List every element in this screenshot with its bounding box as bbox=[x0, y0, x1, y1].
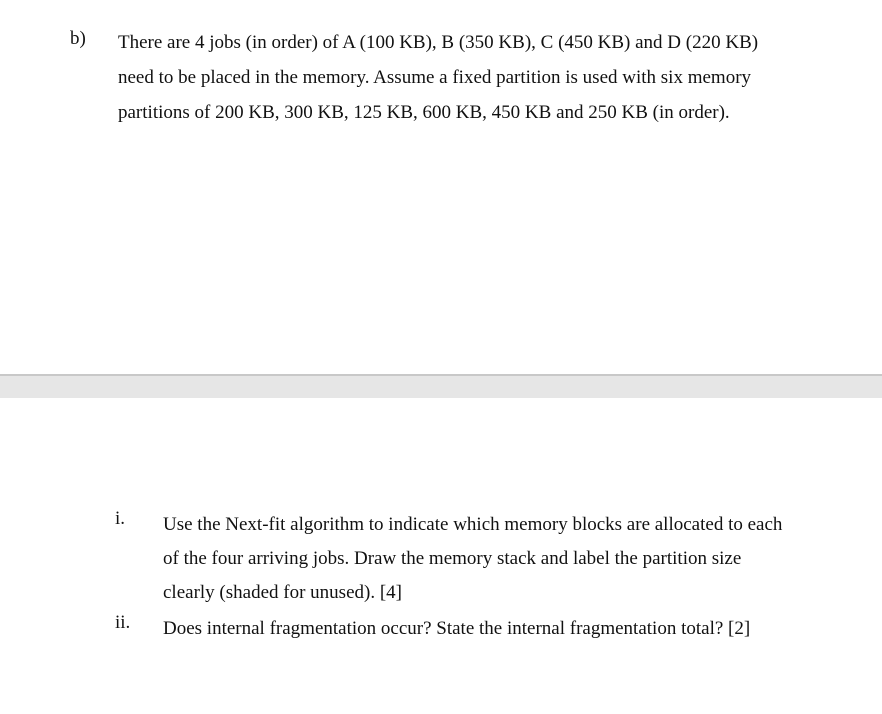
page-separator bbox=[0, 374, 882, 398]
question-line-2: need to be placed in the memory. Assume a fixed partition is used with six memory bbox=[118, 67, 752, 88]
subquestion-text bbox=[163, 612, 750, 646]
subquestion-line: of the four arriving jobs. Draw the memory stack and label the partition size bbox=[163, 548, 742, 569]
subquestion-line: Does internal fragmentation occur? State the internal fragmentation total? [2] bbox=[163, 618, 751, 639]
subquestion-number: ii. bbox=[115, 612, 131, 633]
subquestion-line: Use the Next-fit algorithm to indicate which memory blocks are allocated to each bbox=[163, 514, 783, 535]
question-line-3: partitions of 200 KB, 300 KB, 125 KB, 600 KB, 450 KB and 250 KB (in order). bbox=[118, 102, 730, 123]
subquestion-line: clearly (shaded for unused). [4] bbox=[163, 582, 402, 603]
subquestion-number: i. bbox=[115, 508, 126, 529]
question-label: b) bbox=[70, 28, 86, 49]
question-text bbox=[118, 25, 838, 130]
question-line-1: There are 4 jobs (in order) of A (100 KB), B (350 KB), C (450 KB) and D (220 KB) bbox=[118, 32, 759, 53]
subquestion-text bbox=[163, 508, 782, 610]
